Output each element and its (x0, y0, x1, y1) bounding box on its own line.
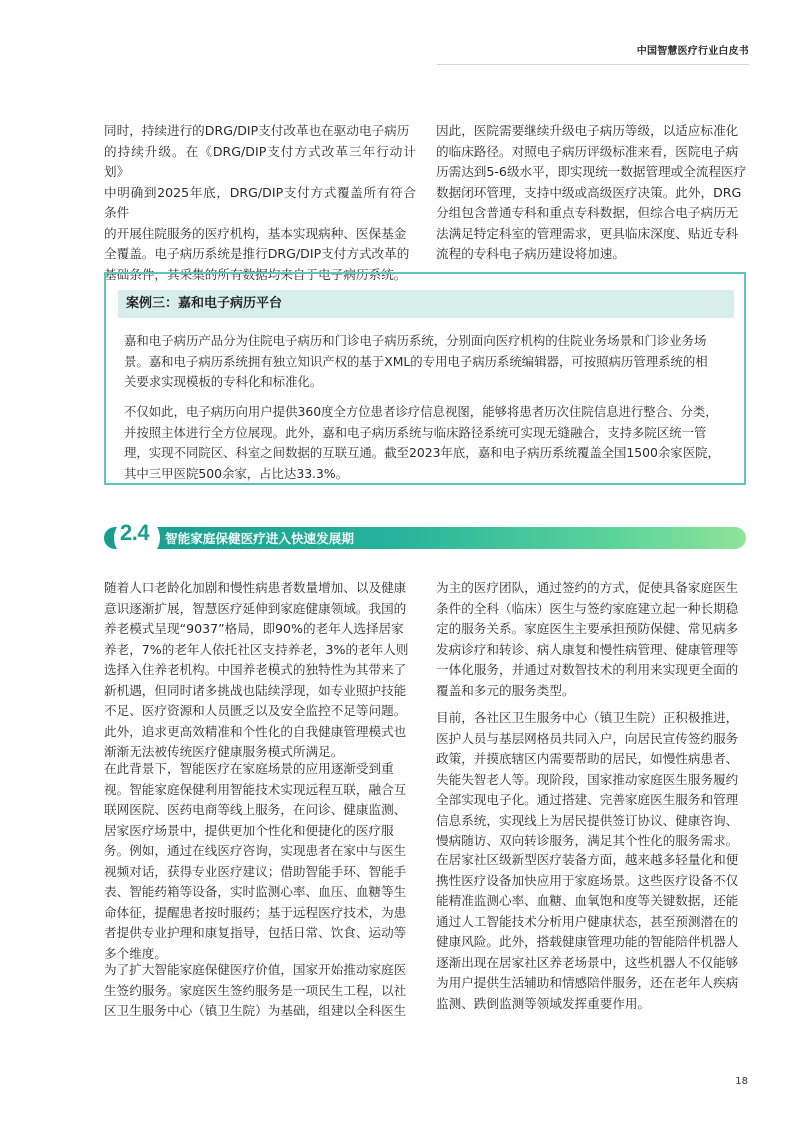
section-title: 智能家庭保健医疗进入快速发展期 (165, 531, 354, 546)
page-number: 18 (735, 1076, 748, 1087)
section-number: 2.4 (120, 520, 150, 545)
right-column-paragraph-3: 在居家社区级新型医疗装备方面，越来越多轻量化和便 携性医疗设备加快应用于家庭场景。这些医疗设备不仅 能精准监测心率、血糖、血氧饱和度等关键数据，还能 通过人工智能技术分析用户健康状态，甚至预测潜在的 健康风险。此外，搭载健康管理功能的智能陪伴机器人 逐渐出现在居家社区养老场景中，这些机器人不仅能够 为用户提供生活辅助和情感陪伴服务，还在老年人疾病 监测、跌倒监测等领域发挥重要作用。 (436, 852, 739, 1011)
intro-right-paragraph: 因此，医院需要继续升级电子病历等级，以适应标准化 的临床路径。对照电子病历评级标准来看，医院电子病 历需达到5-6级水平，即实现统一数据管理或全流程医疗 数据闭环管理，支持中级或高级医疗决策。此外，DRG 分组包含普通专科和重点专科数据，但综合电子病历无 法满足特定科室的管理需求，更具临床深度、贴近专科 流程的专科电子病历建设将加速。 (436, 123, 747, 261)
right-column-paragraph-2: 目前，各社区卫生服务中心（镇卫生院）正积极推进， 医护人员与基层网格员共同入户，向居民宣传签约服务 政策，并摸底辖区内需要帮助的居民，如慢性病患者、 失能失智老人等。现阶段，国家推动家庭医生服务履约 全部实现电子化。通过搭建、完善家庭医生服务和管理 信息系统，实现线上为居民提供签订协议、健康咨询、 慢病随访、双向转诊服务，满足其个性化的服务需求。 (436, 710, 739, 848)
left-column-paragraph-3: 为了扩大智能家庭保健医疗价值，国家开始推动家庭医 生签约服务。家庭医生签约服务是一项民生工程，以社 区卫生服务中心（镇卫生院）为基础，组建以全科医生 (104, 962, 407, 1018)
running-header: 中国智慧医疗行业白皮书 (636, 46, 749, 57)
header-divider (437, 64, 749, 65)
case-study-paragraph-1: 嘉和电子病历产品分为住院电子病历和门诊电子病历系统，分别面向医疗机构的住院业务场景和门诊业务场 景。嘉和电子病历系统拥有独立知识产权的基于XML的专用电子病历系统编辑器，可按照病历管理系统的相 关要求实现模板的专科化和标准化。 (124, 333, 708, 389)
left-column-paragraph-1: 随着人口老龄化加剧和慢性病患者数量增加、以及健康 意识逐渐扩展，智慧医疗延伸到家庭健康领域。我国的 养老模式呈现“9037”格局，即90%的老年人选择居家 养老，7%的老年人依托社区支持养老，3%的老年人则 选择入住养老机构。中国养老模式的独特性为其带来了 新机遇，但同时诸多挑战也陆续浮现，如专业照护技能 不足、医疗资源和人员匮乏以及安全监控不足等问题。 此外，追求更高效精准和个性化的自我健康管理模式也 渐渐无法被传统医疗健康服务模式所满足。 (104, 580, 409, 759)
right-column-paragraph-1: 为主的医疗团队，通过签约的方式，促使具备家庭医生 条件的全科（临床）医生与签约家庭建立起一种长期稳 定的服务关系。家庭医生主要承担预防保健、常见病多 发病诊疗和转诊、病人康复和慢性病管理、健康管理等 一体化服务，并通过对数智技术的利用来实现更全面的 覆盖和多元的服务类型。 (436, 580, 739, 698)
case-study-box (104, 272, 746, 485)
case-study-title: 案例三：嘉和电子病历平台 (118, 290, 734, 318)
intro-left-paragraph: 同时，持续进行的DRG/DIP支付改革也在驱动电子病历 的持续升级。在《DRG/DIP支付方式改革三年行动计划》 中明确到2025年底，DRG/DIP支付方式覆盖所有符合条件 的开展住院服务的医疗机构，基本实现病种、医保基金 全覆盖。电子病历系统是推行DRG/DIP支付方式改革的 基础条件，其采集的所有数据均来自于电子病历系统。 (104, 123, 416, 282)
left-column-paragraph-2: 在此背景下，智能医疗在家庭场景的应用逐渐受到重 视。智能家庭保健利用智能技术实现远程互联，融合互 联网医院、医药电商等线上服务，在问诊、健康监测、 居家医疗场景中，提供更加个性化和便捷化的医疗服 务。例如，通过在线医疗咨询，实现患者在家中与医生 视频对话，获得专业医疗建议；借助智能手环、智能手 表、智能药箱等设备，实时监测心率、血压、血糖等生 命体征，提醒患者按时服药；基于远程医疗技术，为患 者提供专业护理和康复指导，包括日常、饮食、运动等 多个维度。 (104, 761, 407, 961)
case-study-paragraph-2: 不仅如此，电子病历向用户提供360度全方位患者诊疗信息视图，能够将患者历次住院信息进行整合、分类， 并按照主体进行全方位展现。此外，嘉和电子病历系统与临床路径系统可实现无缝融合，支持多院区统一管 理，实现不同院区、科室之间数据的互联互通。截至2023年底，嘉和电子病历系统覆盖全国1500余家医院， 其中三甲医院500余家，占比达33.3%。 (124, 404, 720, 481)
